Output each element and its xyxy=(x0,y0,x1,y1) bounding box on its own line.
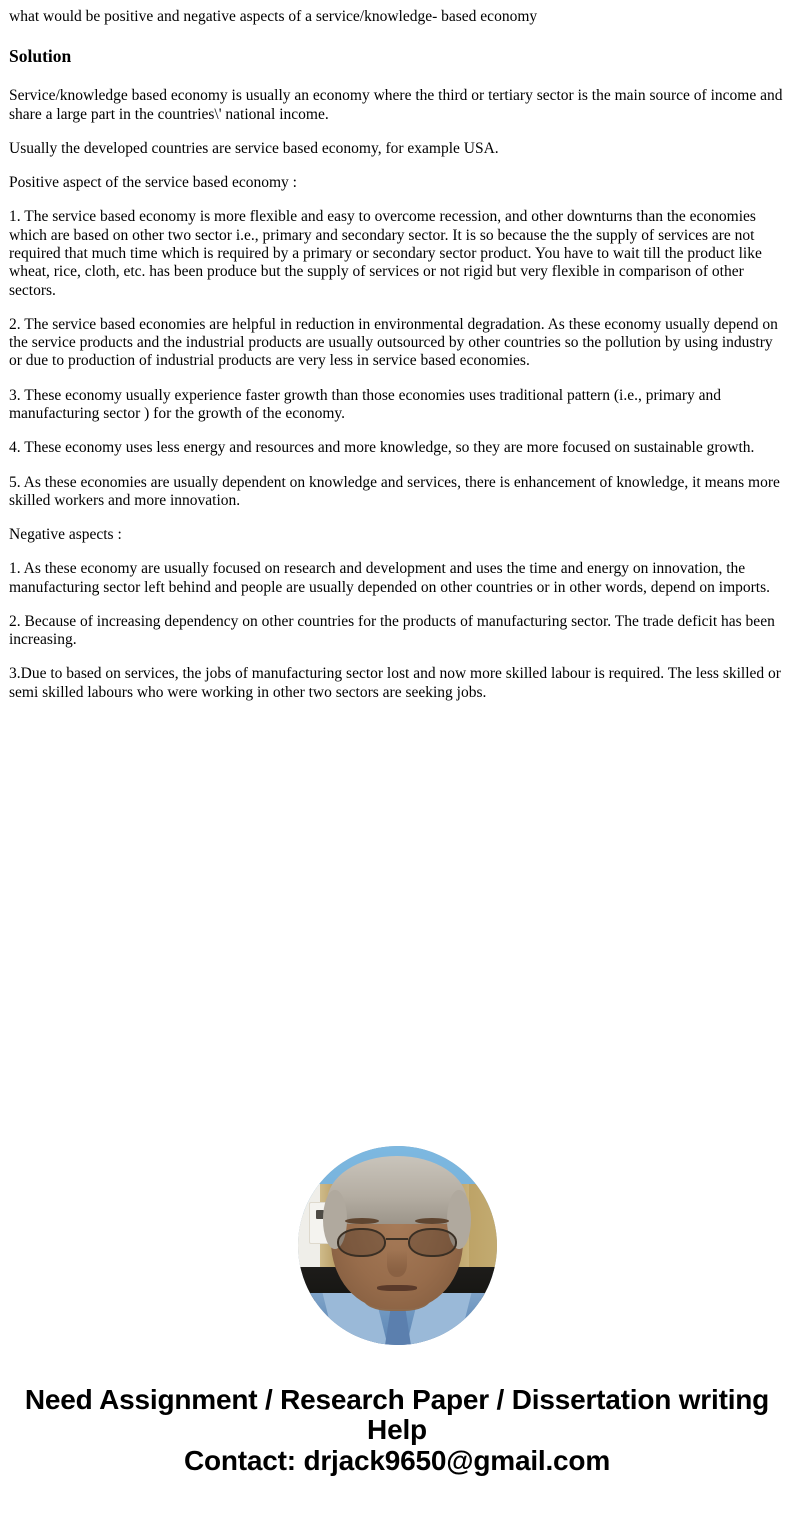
photo-eyebrow-left xyxy=(345,1218,379,1224)
document-body xyxy=(0,0,794,702)
footer-promo xyxy=(0,1385,794,1494)
footer-headline: Need Assignment / Research Paper / Dissertation writing Help xyxy=(24,1384,770,1446)
photo-lens-bridge xyxy=(386,1238,407,1241)
question-text: what would be positive and negative aspects of a service/knowledge- based economy xyxy=(9,8,538,25)
positive-aspects-label: Positive aspect of the service based economy : xyxy=(9,174,297,192)
footer-contact-email: Contact: drjack9650@gmail.com xyxy=(183,1444,611,1476)
negative-aspects-label: Negative aspects : xyxy=(9,526,122,544)
photo-eyebrow-right xyxy=(415,1218,449,1224)
positive-point-3: 3. These economy usually experience faster growth than those economies uses traditional pattern (i.e., primary and manufacturing sector ) for the growth of the economy. xyxy=(9,386,722,422)
blank-space xyxy=(0,718,794,1138)
solution-paragraph-1: Service/knowledge based economy is usually an economy where the third or tertiary sector is the main source of income and share a large part in the countries\' national income. xyxy=(9,87,783,123)
solution-paragraph-2: Usually the developed countries are service based economy, for example USA. xyxy=(9,139,499,157)
portrait-container xyxy=(0,1146,794,1345)
positive-point-2: 2. The service based economies are helpful in reduction in environmental degradation. As these economy usually depend on the service products and the industrial products are usually outsourced by other countries so the pollution by using industry or due to production of industrial products are very less in service based economies. xyxy=(9,315,778,370)
negative-point-2: 2. Because of increasing dependency on other countries for the products of manufacturing sector. The trade deficit has been increasing. xyxy=(9,612,775,649)
photo-nose xyxy=(387,1250,407,1278)
photo-lens-right xyxy=(408,1228,457,1258)
negative-point-1: 1. As these economy are usually focused on research and development and uses the time and energy on innovation, the manufacturing sector left behind and people are usually depended on other countries or in other words, depend on imports. xyxy=(9,560,770,596)
positive-point-1: 1. The service based economy is more flexible and easy to overcome recession, and other downturns than the economies which are based on other two sector i.e., primary and secondary sector. It is so because the the supply of services are not required that much time which is required by a primary or secondary sector product. You have to wait till the product like wheat, rice, cloth, etc. has been produce but the supply of services or not rigid but very flexible in comparison of other sectors. xyxy=(9,208,762,299)
photo-lens-left xyxy=(337,1228,386,1258)
positive-point-5: 5. As these economies are usually dependent on knowledge and services, there is enhancement of knowledge, it means more skilled workers and more innovation. xyxy=(9,473,780,509)
positive-point-4: 4. These economy uses less energy and resources and more knowledge, so they are more focused on sustainable growth. xyxy=(9,439,755,457)
avatar xyxy=(298,1146,497,1345)
negative-point-3: 3.Due to based on services, the jobs of manufacturing sector lost and now more skilled labour is required. The less skilled or semi skilled labours who were working in other two sectors are seeking jobs. xyxy=(9,665,781,701)
photo-mouth xyxy=(377,1285,417,1291)
solution-heading: Solution xyxy=(9,46,72,67)
